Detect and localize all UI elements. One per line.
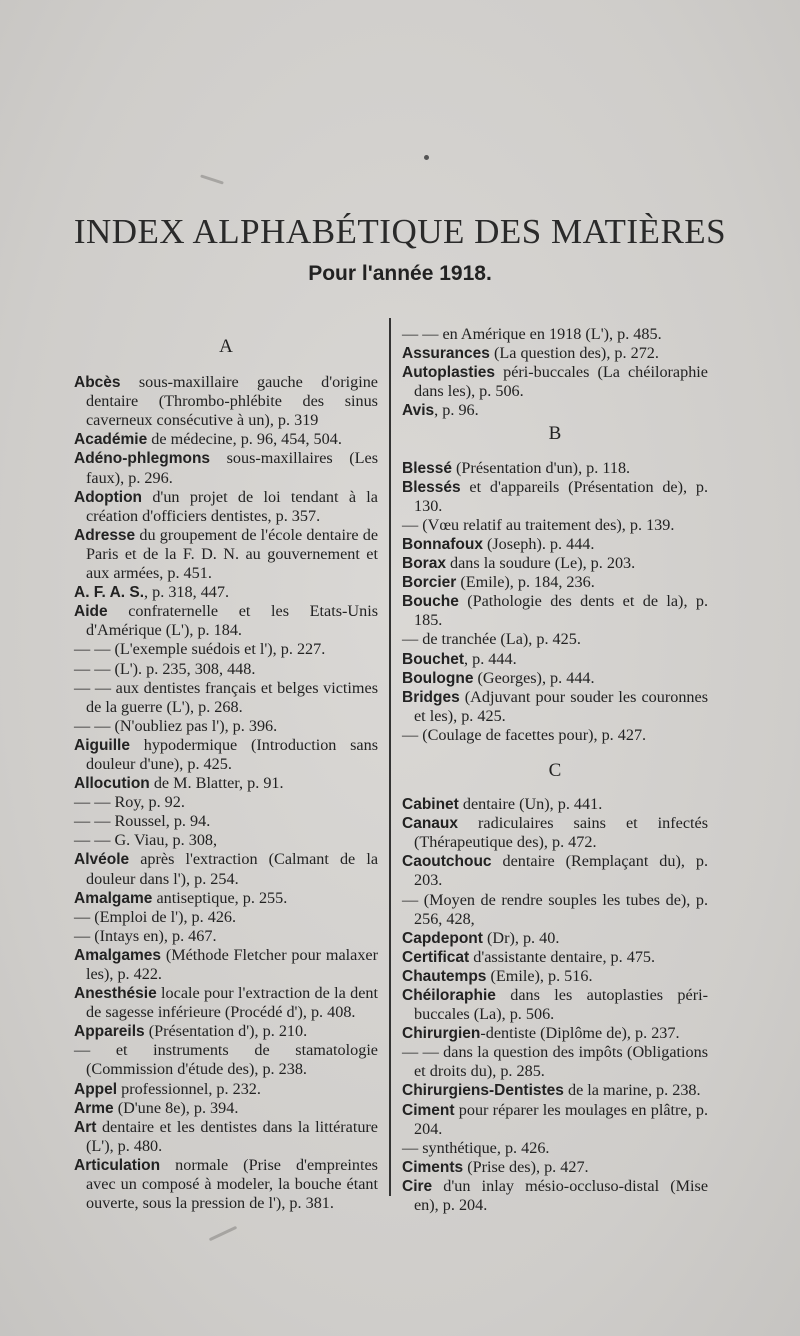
index-text: (Emile), p. 184, 236. [456, 573, 595, 592]
index-term: Aiguille [74, 736, 130, 754]
index-entry [402, 1024, 708, 1043]
index-term: Bridges [402, 688, 460, 706]
spacer [402, 745, 708, 757]
index-entry [74, 526, 378, 583]
index-text: dentaire (Un), p. 441. [458, 795, 603, 814]
index-entry [402, 554, 708, 573]
index-entry [402, 459, 708, 478]
index-text: du groupement de l'école dentaire de Paris et de la F. D. N. au gouvernement et aux armées, p. 451. [86, 525, 378, 583]
index-entry [74, 850, 378, 888]
index-text: (Pathologie des dents et de la), p. 185. [414, 592, 708, 630]
index-text: d'un inlay mésio-occluso-distal (Mise en), p. 204. [414, 1176, 708, 1215]
index-text: (Adjuvant pour souder les couronnes et les), p. 425. [414, 687, 708, 725]
entries-a-continued [402, 325, 708, 420]
index-entry [402, 344, 708, 363]
index-term: Appareils [74, 1023, 145, 1041]
index-text: — — Roussel, p. 94. [74, 812, 211, 831]
index-entry [74, 812, 378, 831]
index-entry [74, 793, 378, 812]
index-text: — (Moyen de rendre souples les tubes de), p. 256, 428, [402, 890, 708, 928]
index-entry [402, 688, 708, 726]
index-entry [402, 948, 708, 967]
section-letter-c: C [548, 759, 562, 781]
index-text: — (Coulage de facettes pour), p. 427. [402, 725, 647, 744]
entries-b [402, 459, 708, 745]
index-term: Borax [402, 555, 446, 573]
index-term: Bonnafoux [402, 535, 483, 553]
index-term: Certificat [402, 948, 470, 966]
index-entry [74, 908, 378, 927]
index-entry [74, 1118, 378, 1156]
index-text: après l'extraction (Calmant de la douleur dans l'), p. 254. [86, 850, 378, 888]
index-entry [402, 1043, 708, 1081]
index-entry [74, 927, 378, 946]
index-entry [74, 889, 378, 908]
index-entry [402, 650, 708, 669]
entries-a [74, 373, 378, 1213]
index-text: — synthétique, p. 426. [402, 1138, 550, 1157]
index-entry [74, 430, 378, 449]
column-divider [389, 318, 391, 1196]
index-entry [74, 1156, 378, 1213]
index-term: Cire [402, 1177, 433, 1195]
index-text: (Présentation d'), p. 210. [144, 1022, 308, 1041]
index-text: (Présentation d'un), p. 118. [451, 458, 631, 477]
index-text: hypodermique (Introduction sans douleur d'une), p. 425. [86, 735, 378, 773]
index-term: Académie [74, 431, 148, 449]
index-entry [74, 488, 378, 526]
index-entry [402, 1139, 708, 1158]
index-term: Alvéole [74, 851, 130, 869]
index-entry [402, 1081, 708, 1100]
index-entry [74, 1022, 378, 1041]
index-entry [74, 717, 378, 736]
index-text: locale pour l'extraction de la dent de sagesse inférieure (Procédé d'), p. 408. [86, 984, 378, 1022]
index-text: (Dr), p. 40. [482, 928, 560, 947]
index-text: dans la soudure (Le), p. 203. [445, 554, 636, 573]
index-entry [402, 1101, 708, 1139]
index-text: de médecine, p. 96, 454, 504. [147, 430, 342, 449]
index-entry [402, 535, 708, 554]
index-term: Art [74, 1118, 97, 1136]
index-text: — (Intays en), p. 467. [74, 926, 217, 945]
index-entry [402, 891, 708, 929]
index-text: dentaire et les dentistes dans la littérature (L'), p. 480. [86, 1117, 378, 1155]
index-term: Chautemps [402, 967, 487, 985]
index-entry [74, 831, 378, 850]
index-entry [402, 929, 708, 948]
index-text: (Georges), p. 444. [473, 668, 595, 687]
index-text: sous-maxillaires (Les faux), p. 296. [86, 449, 378, 487]
index-text: — — aux dentistes français et belges victimes de la guerre (L'), p. 268. [74, 678, 378, 716]
index-text: — — G. Viau, p. 308, [74, 831, 218, 850]
section-letter-b: B [548, 423, 562, 445]
index-entry [402, 669, 708, 688]
left-column [74, 337, 378, 1213]
index-entry [402, 967, 708, 986]
index-term: Bouchet [402, 650, 464, 668]
index-text: de M. Blatter, p. 91. [149, 774, 284, 793]
index-entry [402, 795, 708, 814]
index-entry [402, 726, 708, 745]
index-text: (La question des), p. 272. [489, 344, 659, 363]
entries-c [402, 795, 708, 1215]
page-smudge [200, 174, 224, 184]
ink-dot [424, 155, 429, 160]
index-term: Ciments [402, 1158, 464, 1176]
index-text: , p. 318, 447. [144, 583, 230, 602]
section-letter-a: A [219, 336, 233, 357]
index-term: Adoption [74, 488, 143, 506]
index-term: A. F. A. S. [74, 584, 145, 602]
index-text: (Emile), p. 516. [486, 966, 593, 985]
index-term: Cabinet [402, 796, 459, 814]
index-entry [74, 373, 378, 430]
index-text: et d'appareils (Présentation de), p. 130. [414, 477, 708, 515]
index-text: , p. 444. [464, 649, 517, 668]
index-entry [402, 478, 708, 516]
index-term: Arme [74, 1099, 114, 1117]
index-term: Autoplasties [402, 364, 496, 382]
index-text: — et instruments de stamatologie (Commission d'étude des), p. 238. [74, 1041, 378, 1079]
index-entry [402, 325, 708, 344]
index-text: — — en Amérique en 1918 (L'), p. 485. [402, 325, 662, 343]
index-entry [74, 602, 378, 640]
index-entry [402, 1177, 708, 1215]
index-text: — de tranchée (La), p. 425. [402, 630, 581, 649]
index-term: Boulogne [402, 669, 474, 687]
index-entry [402, 1158, 708, 1177]
index-term: Caoutchouc [402, 853, 492, 871]
index-text: , p. 96. [434, 401, 479, 420]
index-text: normale (Prise d'empreintes avec un composé à modeler, la bouche étant ouverte, sous la pression de l'), p. 381. [86, 1155, 378, 1213]
index-text: (Joseph). p. 444. [482, 534, 595, 553]
index-entry [74, 984, 378, 1022]
page-subtitle: Pour l'année 1918. [308, 262, 492, 285]
index-text: radiculaires sains et infectés (Thérapeutique des), p. 472. [414, 814, 708, 852]
index-term: Amalgames [74, 946, 162, 964]
index-entry [74, 1041, 378, 1079]
index-entry [74, 774, 378, 793]
index-term: Capdepont [402, 929, 483, 947]
index-text: -dentiste (Diplôme de), p. 237. [480, 1024, 680, 1043]
index-text: pour réparer les moulages en plâtre, p. 204. [414, 1100, 708, 1138]
right-column [402, 325, 708, 1215]
index-term: Blessés [402, 478, 461, 496]
index-term: Blessé [402, 459, 452, 477]
index-text: d'assistante dentaire, p. 475. [469, 947, 656, 966]
index-text: — — dans la question des impôts (Obligations et droits du), p. 285. [402, 1043, 708, 1081]
index-entry [402, 630, 708, 649]
index-text: professionnel, p. 232. [117, 1079, 261, 1098]
index-entry [74, 1080, 378, 1099]
index-term: Borcier [402, 574, 457, 592]
index-entry [74, 946, 378, 984]
index-term: Adresse [74, 526, 136, 544]
index-entry [74, 736, 378, 774]
index-entry [74, 583, 378, 602]
index-term: Chéiloraphie [402, 987, 496, 1004]
index-term: Chirurgien [402, 1025, 481, 1043]
page-title: INDEX ALPHABÉTIQUE DES MATIÈRES [73, 212, 727, 251]
index-entry [74, 1099, 378, 1118]
index-text: — — (L'). p. 235, 308, 448. [74, 659, 256, 678]
index-entry [402, 573, 708, 592]
index-term: Adéno-phlegmons [74, 450, 211, 468]
index-text: dentaire (Remplaçant du), p. 203. [414, 852, 708, 890]
index-term: Avis [402, 402, 435, 420]
index-term: Assurances [402, 345, 490, 363]
index-term: Appel [74, 1080, 118, 1098]
index-entry [74, 679, 378, 717]
index-text: — — (L'exemple suédois et l'), p. 227. [74, 640, 326, 659]
index-entry [74, 660, 378, 679]
index-term: Chirurgiens-Dentistes [402, 1082, 564, 1100]
index-text: antiseptique, p. 255. [152, 888, 288, 907]
index-entry [74, 640, 378, 659]
index-text: — (Emploi de l'), p. 426. [74, 907, 237, 926]
index-text: (D'une 8e), p. 394. [113, 1098, 239, 1117]
index-text: (Méthode Fletcher pour malaxer les), p. 422. [86, 945, 378, 983]
index-text: péri-buccales (La chéiloraphie dans les), p. 506. [414, 363, 708, 401]
index-entry [402, 516, 708, 535]
index-entry [402, 363, 708, 401]
index-entry [402, 401, 708, 420]
index-text: — — Roy, p. 92. [74, 793, 185, 812]
index-term: Aide [74, 603, 108, 621]
index-text: — (Vœu relatif au traitement des), p. 139. [402, 515, 675, 534]
index-term: Abcès [74, 374, 121, 392]
index-term: Canaux [402, 815, 458, 833]
index-text: confraternelle et les Etats-Unis d'Amérique (L'), p. 184. [86, 602, 378, 640]
index-term: Ciment [402, 1101, 455, 1119]
index-text: de la marine, p. 238. [563, 1081, 701, 1100]
index-entry [402, 986, 708, 1024]
index-text: sous-maxillaire gauche d'origine dentaire (Thrombo-phlébite des sinus caverneux consécutive à un), p. 319 [86, 373, 378, 430]
index-term: Articulation [74, 1156, 161, 1174]
index-term: Bouche [402, 593, 459, 611]
index-text: (Prise des), p. 427. [463, 1157, 589, 1176]
index-entry [402, 852, 708, 890]
index-text: — — (N'oubliez pas l'), p. 396. [74, 716, 278, 735]
index-term: Amalgame [74, 889, 153, 907]
index-entry [74, 449, 378, 487]
index-text: dans les autoplasties péri-buccales (La), p. 506. [414, 986, 708, 1024]
index-text: d'un projet de loi tendant à la création d'officiers dentistes, p. 357. [86, 487, 378, 525]
index-entry [402, 814, 708, 852]
index-term: Allocution [74, 775, 150, 793]
page-smudge [209, 1226, 237, 1241]
index-entry [402, 592, 708, 630]
index-term: Anesthésie [74, 985, 157, 1003]
